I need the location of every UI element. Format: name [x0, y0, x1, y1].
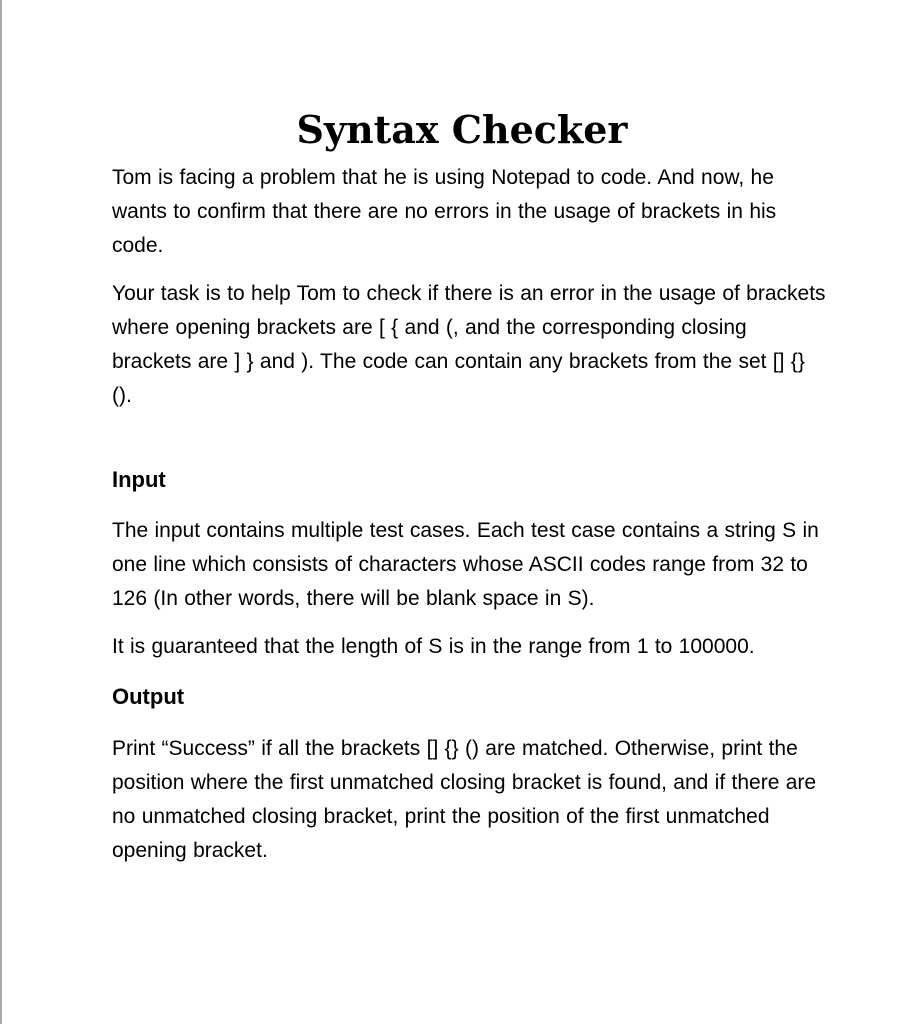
- input-paragraph-1: The input contains multiple test cases. Each test case contains a string S in one line which consists of characters whose ASCII codes range from 32 to 126 (In other words, there will be blank space in S).: [112, 519, 819, 610]
- page-title: Syntax Checker: [296, 107, 628, 152]
- input-paragraph-2: It is guaranteed that the length of S is in the range from 1 to 100000.: [112, 635, 755, 658]
- intro-paragraph-1: Tom is facing a problem that he is using Notepad to code. And now, he wants to confirm that there are no errors in the usage of brackets in his code.: [112, 166, 777, 257]
- input-heading: Input: [112, 467, 166, 492]
- intro-paragraph-2: Your task is to help Tom to check if there is an error in the usage of brackets where opening brackets are [ { and (, and the corresponding closing brackets are ] } and ). The code can contain any brackets from the set [] {} ().: [112, 282, 826, 407]
- output-paragraph-1: Print “Success” if all the brackets [] {} () are matched. Otherwise, print the position where the first unmatched closing bracket is found, and if there are no unmatched closing bracket, print the position of the first unmatched opening bracket.: [112, 737, 817, 862]
- output-heading: Output: [112, 684, 185, 709]
